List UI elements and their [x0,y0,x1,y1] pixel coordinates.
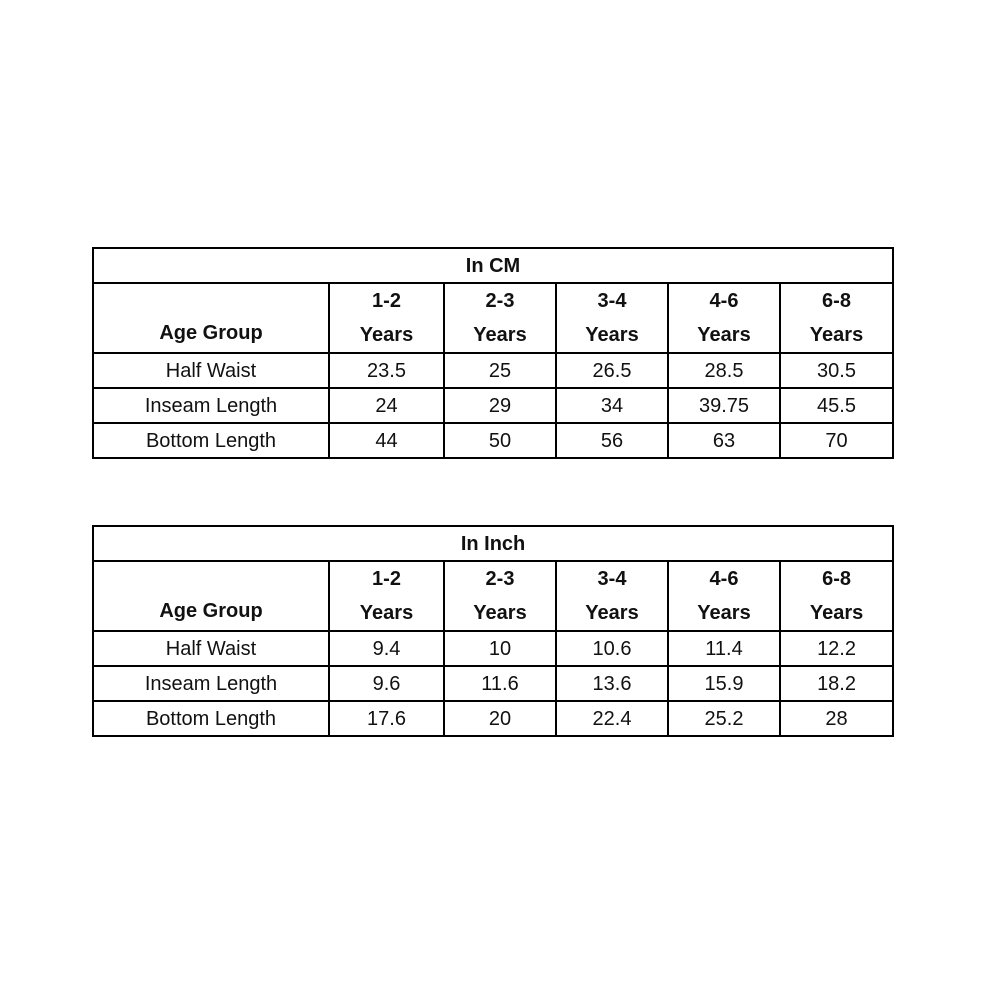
size-chart-cm-table [92,247,894,459]
table-row [93,353,893,388]
column-range: 1-2 [372,290,401,312]
table-cell: 11.4 [668,631,780,666]
column-range: 3-4 [597,290,627,312]
table-cell: 23.5 [329,353,444,388]
column-header [329,561,444,631]
table-cell: 50 [444,423,556,458]
column-unit: Years [585,324,639,346]
table-cell: 17.6 [329,701,444,736]
table-cell: 56 [556,423,668,458]
table-cell: 20 [444,701,556,736]
table-cell: 9.4 [329,631,444,666]
table-row [93,701,893,736]
table-row [93,423,893,458]
table-cell: 18.2 [780,666,893,701]
column-range: 1-2 [372,568,401,590]
column-header [668,283,780,353]
table-row [93,388,893,423]
column-header [444,283,556,353]
table-cell: 63 [668,423,780,458]
table-title: In CM [93,248,893,283]
table-cell: 30.5 [780,353,893,388]
column-header [780,283,893,353]
table-title: In Inch [93,526,893,561]
column-header [444,561,556,631]
table-cell: 9.6 [329,666,444,701]
table-cell: 45.5 [780,388,893,423]
table-cell: 10.6 [556,631,668,666]
column-unit: Years [473,324,527,346]
table-cell: 10 [444,631,556,666]
row-label: Half Waist [93,353,329,388]
row-label: Bottom Length [93,423,329,458]
column-unit: Years [697,602,751,624]
column-header [556,561,668,631]
table-cell: 25 [444,353,556,388]
table-cell: 13.6 [556,666,668,701]
column-range: 4-6 [709,568,739,590]
column-unit: Years [809,602,864,624]
column-header [780,561,893,631]
column-unit: Years [809,324,864,346]
table-row [93,666,893,701]
row-label: Half Waist [93,631,329,666]
column-unit: Years [585,602,639,624]
column-range: 2-3 [485,568,515,590]
row-label: Inseam Length [93,388,329,423]
table-row [93,631,893,666]
table-cell: 26.5 [556,353,668,388]
table-cell: 34 [556,388,668,423]
table-cell: 11.6 [444,666,556,701]
column-header [329,283,444,353]
table-cell: 29 [444,388,556,423]
table-cell: 12.2 [780,631,893,666]
column-range: 2-3 [485,290,515,312]
row-label: Inseam Length [93,666,329,701]
size-chart-inch-table [92,525,894,737]
age-group-header: Age Group [93,561,329,631]
table-cell: 25.2 [668,701,780,736]
row-label: Bottom Length [93,701,329,736]
table-cell: 44 [329,423,444,458]
table-cell: 39.75 [668,388,780,423]
column-range: 4-6 [709,290,739,312]
column-unit: Years [359,602,414,624]
table-cell: 28.5 [668,353,780,388]
column-range: 6-8 [822,568,851,590]
column-unit: Years [697,324,751,346]
column-header [556,283,668,353]
column-range: 3-4 [597,568,627,590]
column-range: 6-8 [822,290,851,312]
table-cell: 24 [329,388,444,423]
table-cell: 15.9 [668,666,780,701]
table-cell: 70 [780,423,893,458]
table-cell: 28 [780,701,893,736]
column-unit: Years [473,602,527,624]
column-unit: Years [359,324,414,346]
column-header [668,561,780,631]
table-cell: 22.4 [556,701,668,736]
age-group-header: Age Group [93,283,329,353]
